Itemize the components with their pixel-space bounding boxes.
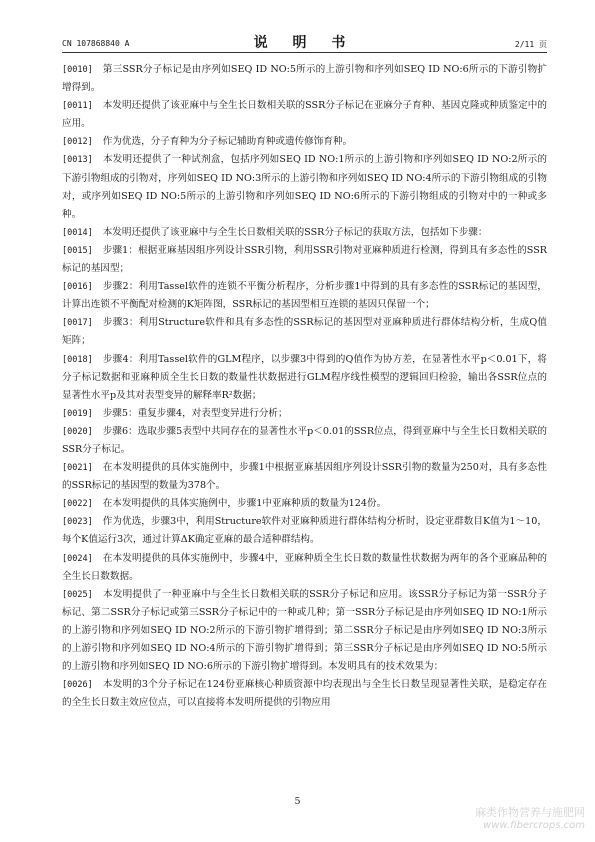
paragraph-number: [0015] [62,245,93,256]
paragraph-text: 作为优选，分子育种为分子标记辅助育种或遗传修饰育种。 [102,136,353,148]
paragraph-text: 本发明还提供了该亚麻中与全生长日数相关联的SSR分子标记在亚麻分子育种、基因克隆或种质鉴定中的应用。 [62,100,547,130]
document-title: 说 明 书 [253,35,356,51]
paragraph [62,151,547,223]
page-info: 2/11 页 [514,40,547,49]
paragraph-text: 步骤3：利用Structure软件和具有多态性的SSR标记的基因型对亚麻种质进行群体结构分析，生成Q值矩阵； [62,317,547,347]
paragraph [62,405,547,423]
paragraph-text: 本发明提供了一种亚麻中与全生长日数相关联的SSR分子标记和应用。该SSR分子标记为第一SSR分子标记、第二SSR分子标记或第三SSR分子标记中的一种或几种；第一SSR分子标记是由序列如SEQ ID NO:1所示的上游引物和序列如SEQ ID NO:2所示的下游引物扩增得到；第二SSR分子标记是由序列如SEQ ID NO:3所示的上游引物和序列如SEQ ID NO:4所示的下游引物扩增得到；第三SSR分子标记是由序列如SEQ ID NO:5所示的上游引物和序列如SEQ ID NO:6所示的下游引物扩增得到。本发明具有的技术效果为： [62,588,547,673]
watermark [475,806,585,832]
paragraph [62,278,547,314]
paragraph [62,495,547,513]
paragraph [62,513,547,549]
paragraph-number: [0020] [62,426,93,437]
paragraph-text: 步骤4：利用Tassel软件的GLM程序，以步骤3中得到的Q值作为协方差，在显著性水平p＜0.01下，将分子标记数据和亚麻种质全生长日数的数量性状数据进行GLM程序线性模型的逻辑回归检验，输出各SSR位点的显著性水平p及其对表型变异的解释率R²数据； [62,353,547,401]
paragraph [62,133,547,151]
paragraph-text: 在本发明提供的具体实施例中，步骤4中，亚麻种质全生长日数的数量性状数据为两年的各个亚麻品种的全生长日数数据。 [62,552,547,582]
paragraph [62,423,547,459]
paragraph-text: 在本发明提供的具体实施例中，步骤1中根据亚麻基因组序列设计SSR引物的数量为250对，具有多态性的SSR标记的基因型的数量为378个。 [62,462,547,492]
page-header [62,30,547,53]
paragraph-text: 步骤1：根据亚麻基因组序列设计SSR引物，利用SSR引物对亚麻种质进行检测，得到具有多态性的SSR标记的基因型； [62,244,547,275]
paragraph [62,314,547,350]
page-number: 5 [294,796,301,807]
paragraph [62,586,547,676]
paragraph-text: 第三SSR分子标记是由序列如SEQ ID NO:5所示的上游引物和序列如SEQ ID NO:6所示的下游引物扩增得到。 [62,64,547,94]
paragraph-number: [0026] [62,680,93,691]
paragraph-number: [0016] [62,282,93,293]
paragraph-number: [0025] [62,589,93,600]
paragraph [62,97,547,133]
document-body [62,61,547,712]
paragraph-text: 作为优选，步骤3中，利用Structure软件对亚麻种质进行群体结构分析时，设定亚群数目K值为1～10，每个K值运行3次，通过计算ΔK确定亚麻的最合适种群结构。 [62,516,547,546]
paragraph-text: 步骤2：利用Tassel软件的连锁不平衡分析程序，分析步骤1中得到的具有多态性的SSR标记的基因型，计算出连锁不平衡配对检测的K矩阵图，SSR标记的基因型相互连锁的基因只保留一个； [62,281,547,311]
paragraph-number: [0023] [62,517,93,528]
paragraph-text: 在本发明提供的具体实施例中，步骤1中亚麻种质的数量为124份。 [102,498,387,510]
paragraph-number: [0022] [62,499,93,510]
paragraph-text: 步骤5：重复步骤4，对表型变异进行分析； [102,407,288,419]
paragraph [62,351,547,405]
publication-number: CN 107868840 A [62,39,130,48]
paragraph-number: [0014] [62,227,93,238]
paragraph [62,459,547,495]
paragraph-text: 步骤6：选取步骤5表型中共同存在的显著性水平p＜0.01的SSR位点，得到亚麻中与全生长日数相关联的SSR分子标记。 [62,425,547,455]
paragraph-number: [0012] [62,137,93,148]
paragraph-number: [0024] [62,553,93,564]
watermark-site-name: 麻类作物营养与施肥网 [475,806,585,819]
paragraph-number: [0019] [62,408,93,419]
paragraph-number: [0013] [62,155,93,166]
paragraph [62,242,547,278]
paragraph [62,676,547,712]
paragraph-text: 本发明还提供了该亚麻中与全生长日数相关联的SSR分子标记的获取方法，包括如下步骤： [102,226,488,238]
paragraph-text: 本发明的3个分子标记在124份亚麻核心种质资源中均表现出与全生长日数呈现显著性关联，是稳定存在的全生长日数主效应位点，可以直接将本发明所提供的引物应用 [62,679,547,709]
paragraph-number: [0017] [62,318,93,329]
paragraph [62,550,547,586]
paragraph-number: [0010] [62,65,93,75]
watermark-url: www.fibercrops.com [483,820,585,831]
paragraph-text: 本发明还提供了一种试剂盒，包括序列如SEQ ID NO:1所示的上游引物和序列如SEQ ID NO:2所示的下游引物组成的引物对，序列如SEQ ID NO:3所示的上游引物和序列如SEQ ID NO:4所示的下游引物组成的引物对，或序列如SEQ ID NO:5所示的上游引物和序列如SEQ ID NO:6所示的下游引物组成的引物对中的一种或多种。 [62,154,547,220]
paragraph-number: [0021] [62,463,93,474]
paragraph [62,61,547,97]
paragraph [62,224,547,242]
paragraph-number: [0011] [62,101,93,112]
paragraph-number: [0018] [62,354,93,365]
